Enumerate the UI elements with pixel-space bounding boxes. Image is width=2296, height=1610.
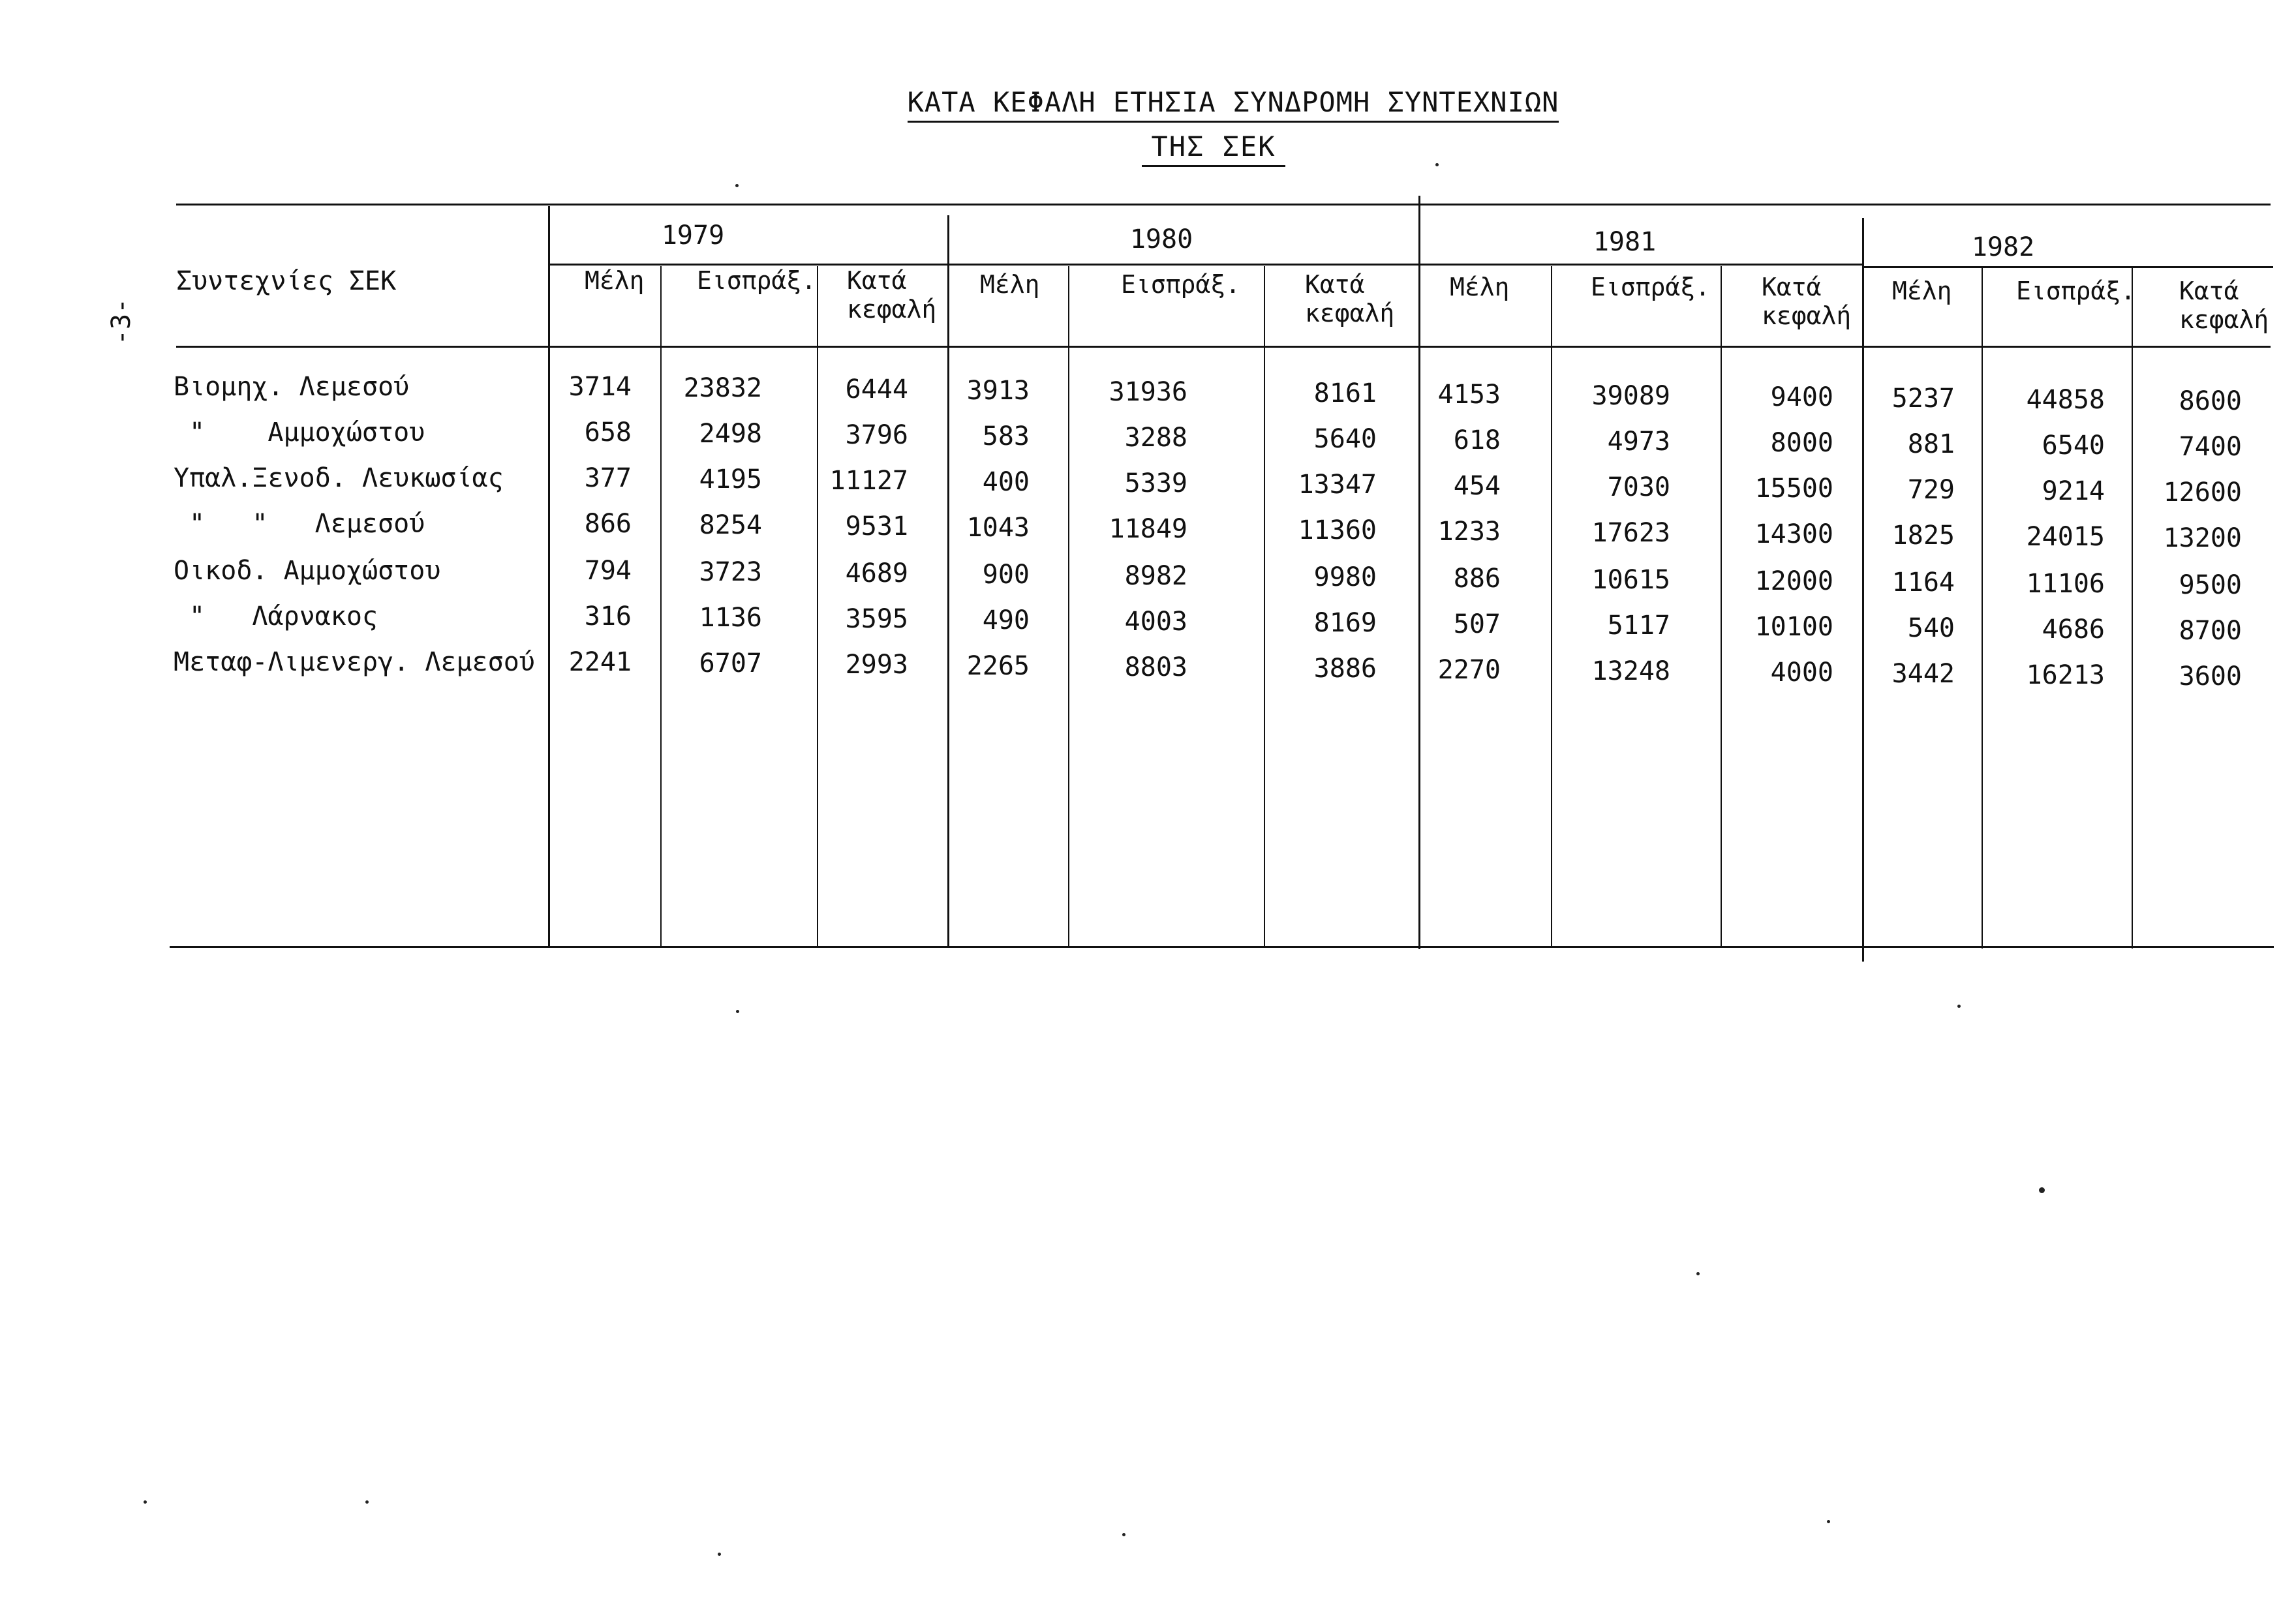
row-label: " Αμμοχώστου — [189, 418, 425, 448]
per-head-header — [1762, 273, 1851, 330]
cell-1982-per-head: 8600 — [2179, 386, 2242, 416]
cell-1982-members: 881 — [1907, 429, 1955, 459]
cell-1979-receipts: 23832 — [683, 373, 762, 403]
per-head-header-line1: Κατά — [2179, 277, 2239, 305]
cell-1980-members: 490 — [982, 605, 1030, 635]
cell-1981-receipts: 17623 — [1591, 518, 1670, 548]
cell-1981-per-head: 9400 — [1770, 382, 1833, 412]
cell-1981-members: 2270 — [1437, 655, 1501, 685]
column-rule — [1721, 266, 1722, 946]
page-subtitle-text: ΤΗΣ ΣΕΚ — [1142, 130, 1285, 167]
year-header-1982: 1982 — [1971, 232, 2035, 262]
cell-1979-receipts: 4195 — [699, 464, 762, 494]
cell-1979-per-head: 2993 — [845, 650, 908, 680]
per-head-header — [2179, 277, 2269, 334]
cell-1980-per-head: 8169 — [1313, 608, 1377, 638]
table-bottom-rule — [170, 946, 2274, 948]
column-rule — [1264, 266, 1265, 946]
year-divider-rule-1979 — [549, 264, 947, 266]
cell-1981-receipts: 4973 — [1607, 427, 1670, 457]
cell-1980-receipts: 11849 — [1109, 514, 1187, 544]
cell-1980-members: 3913 — [966, 376, 1030, 406]
per-head-header-line2: κεφαλή — [1305, 299, 1395, 327]
cell-1981-per-head: 15500 — [1754, 474, 1833, 504]
receipts-header: Εισπράξ. — [1121, 270, 1241, 299]
cell-1979-per-head: 6444 — [845, 374, 908, 404]
cell-1982-receipts: 24015 — [2026, 522, 2105, 552]
cell-1981-receipts: 39089 — [1591, 381, 1670, 411]
cell-1981-members: 454 — [1453, 471, 1501, 501]
year-header-1981: 1981 — [1593, 227, 1657, 257]
cell-1982-members: 1825 — [1891, 521, 1955, 551]
per-head-header — [1305, 270, 1394, 327]
cell-1982-receipts: 16213 — [2026, 660, 2105, 690]
members-header: Μέλη — [1892, 277, 1952, 305]
scan-speck — [2039, 1187, 2045, 1193]
cell-1981-per-head: 12000 — [1754, 566, 1833, 596]
cell-1981-members: 886 — [1453, 564, 1501, 594]
cell-1981-per-head: 8000 — [1770, 428, 1833, 458]
year-header-1980: 1980 — [1129, 224, 1193, 254]
cell-1980-receipts: 5339 — [1124, 468, 1187, 498]
scan-speck — [736, 1010, 739, 1013]
cell-1980-members: 2265 — [966, 651, 1030, 681]
per-head-header-line2: κεφαλή — [2179, 305, 2269, 334]
cell-1981-receipts: 10615 — [1591, 565, 1670, 595]
cell-1980-receipts: 3288 — [1124, 423, 1187, 453]
receipts-header: Εισπράξ. — [697, 266, 817, 295]
cell-1982-per-head: 8700 — [2179, 616, 2242, 646]
cell-1980-per-head: 13347 — [1298, 470, 1377, 500]
cell-1979-members: 794 — [584, 556, 632, 586]
table-top-rule — [176, 204, 2271, 205]
page-number: -3- — [106, 297, 137, 346]
scan-speck — [718, 1553, 721, 1556]
cell-1982-members: 540 — [1907, 613, 1955, 643]
year-divider-rule-1981 — [1418, 264, 1862, 266]
page-title — [887, 86, 1579, 118]
cell-1982-receipts: 6540 — [2042, 431, 2105, 461]
cell-1980-members: 900 — [982, 560, 1030, 590]
page-title-text: ΚΑΤΑ ΚΕΦΑΛΗ ΕΤΗΣΙΑ ΣΥΝΔΡΟΜΗ ΣΥΝΤΕΧΝΙΩΝ — [908, 86, 1559, 123]
row-label: Μεταφ-Λιμενεργ. Λεμεσού — [174, 647, 535, 677]
column-rule — [1068, 266, 1069, 946]
cell-1979-members: 3714 — [568, 372, 632, 402]
cell-1979-receipts: 3723 — [699, 557, 762, 587]
cell-1980-receipts: 8803 — [1124, 652, 1187, 682]
row-label: " Λάρνακος — [189, 601, 378, 631]
scan-speck — [1122, 1533, 1125, 1536]
cell-1980-members: 583 — [982, 421, 1030, 451]
members-header: Μέλη — [1450, 273, 1510, 301]
cell-1980-receipts: 4003 — [1124, 607, 1187, 637]
receipts-header: Εισπράξ. — [2016, 277, 2136, 305]
cell-1982-members: 5237 — [1891, 384, 1955, 414]
column-rule — [1982, 267, 1983, 949]
per-head-header-line1: Κατά — [847, 266, 907, 295]
cell-1980-members: 400 — [982, 467, 1030, 497]
cell-1982-members: 1164 — [1891, 568, 1955, 598]
column-rule — [2132, 267, 2133, 949]
cell-1981-per-head: 10100 — [1754, 612, 1833, 642]
column-rule — [1551, 266, 1552, 946]
cell-1979-members: 316 — [584, 601, 632, 631]
per-head-header-line2: κεφαλή — [1762, 301, 1852, 330]
scan-speck — [1957, 1005, 1961, 1008]
cell-1979-receipts: 8254 — [699, 510, 762, 540]
cell-1981-members: 618 — [1453, 425, 1501, 455]
cell-1979-per-head: 3595 — [845, 604, 908, 634]
cell-1979-members: 658 — [584, 418, 632, 448]
cell-1979-members: 377 — [584, 463, 632, 493]
scan-speck — [1696, 1272, 1700, 1275]
cell-1981-receipts: 7030 — [1607, 472, 1670, 502]
cell-1982-receipts: 44858 — [2026, 385, 2105, 415]
cell-1981-receipts: 5117 — [1607, 611, 1670, 641]
cell-1980-receipts: 8982 — [1124, 561, 1187, 591]
members-header: Μέλη — [980, 270, 1040, 299]
cell-1981-members: 1233 — [1437, 517, 1501, 547]
cell-1981-per-head: 14300 — [1754, 519, 1833, 549]
row-header-label: Συντεχνίες ΣΕΚ — [176, 266, 397, 296]
cell-1982-per-head: 7400 — [2179, 432, 2242, 462]
cell-1980-per-head: 3886 — [1313, 654, 1377, 684]
cell-1982-receipts: 4686 — [2042, 615, 2105, 645]
cell-1982-per-head: 3600 — [2179, 661, 2242, 691]
cell-1982-per-head: 9500 — [2179, 570, 2242, 600]
cell-1982-members: 729 — [1907, 475, 1955, 505]
year-divider-rule-1982 — [1862, 266, 2273, 268]
cell-1979-per-head: 3796 — [845, 420, 908, 450]
page-subtitle — [1109, 130, 1318, 162]
year-divider-rule-1980 — [947, 264, 1418, 266]
cell-1979-receipts: 6707 — [699, 648, 762, 678]
receipts-header: Εισπράξ. — [1591, 273, 1711, 301]
cell-1979-members: 866 — [584, 509, 632, 539]
scan-speck — [735, 184, 739, 187]
cell-1980-receipts: 31936 — [1109, 377, 1187, 407]
cell-1981-members: 4153 — [1437, 380, 1501, 410]
cell-1980-per-head: 8161 — [1313, 378, 1377, 408]
cell-1981-receipts: 13248 — [1591, 656, 1670, 686]
cell-1982-per-head: 12600 — [2163, 478, 2242, 508]
cell-1980-per-head: 5640 — [1313, 424, 1377, 454]
cell-1980-per-head: 11360 — [1298, 515, 1377, 545]
scan-speck — [144, 1500, 147, 1504]
cell-1979-receipts: 1136 — [699, 603, 762, 633]
scan-speck — [365, 1500, 369, 1504]
cell-1979-members: 2241 — [568, 647, 632, 677]
per-head-header-line1: Κατά — [1762, 273, 1822, 301]
row-label: Οικοδ. Αμμοχώστου — [174, 556, 441, 586]
members-header: Μέλη — [585, 266, 645, 295]
cell-1981-per-head: 4000 — [1770, 658, 1833, 688]
per-head-header — [847, 266, 936, 324]
scan-speck — [1827, 1520, 1830, 1523]
cell-1979-per-head: 11127 — [829, 466, 908, 496]
cell-1982-per-head: 13200 — [2163, 523, 2242, 553]
per-head-header-line1: Κατά — [1305, 270, 1365, 299]
cell-1981-members: 507 — [1453, 609, 1501, 639]
cell-1980-per-head: 9980 — [1313, 562, 1377, 592]
year-header-1979: 1979 — [661, 220, 725, 251]
scan-speck — [1435, 163, 1439, 166]
per-head-header-line2: κεφαλή — [847, 295, 937, 324]
cell-1979-per-head: 4689 — [845, 558, 908, 588]
cell-1979-receipts: 2498 — [699, 419, 762, 449]
row-label: Βιομηχ. Λεμεσού — [174, 372, 410, 402]
cell-1982-members: 3442 — [1891, 659, 1955, 689]
cell-1979-per-head: 9531 — [845, 511, 908, 541]
row-label: Υπαλ.Ξενοδ. Λευκωσίας — [174, 463, 504, 493]
cell-1982-receipts: 11106 — [2026, 569, 2105, 599]
cell-1980-members: 1043 — [966, 513, 1030, 543]
cell-1982-receipts: 9214 — [2042, 476, 2105, 506]
row-label: " " Λεμεσού — [189, 509, 425, 539]
header-bottom-rule — [176, 346, 2271, 348]
